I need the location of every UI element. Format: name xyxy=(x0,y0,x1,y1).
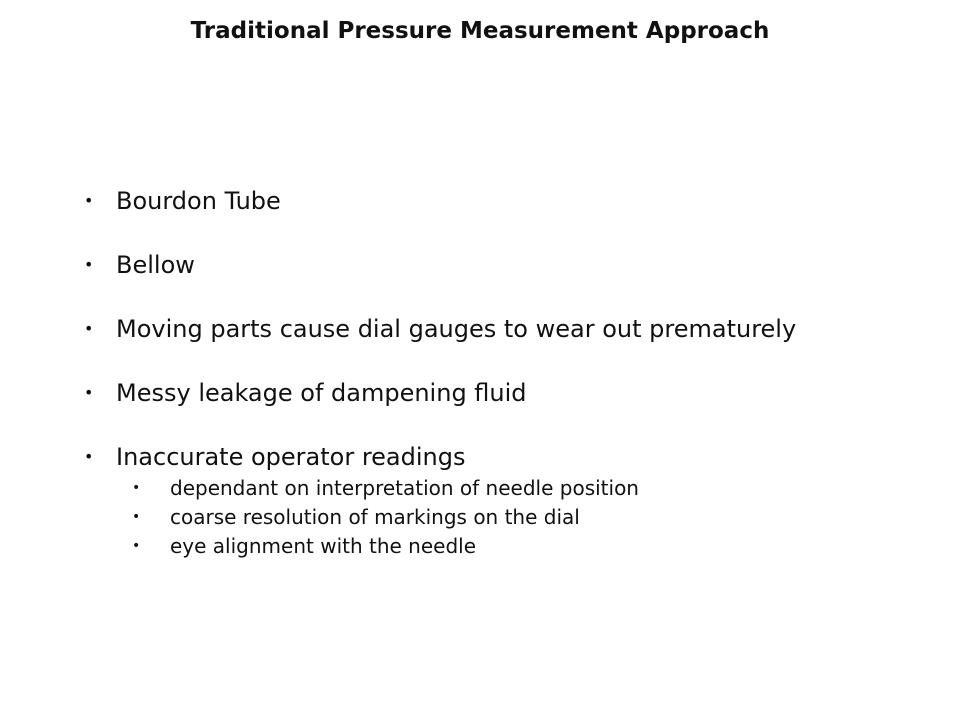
bullet-marker: • xyxy=(84,447,94,466)
sub-bullet-marker: • xyxy=(132,509,141,525)
bullet-text: Inaccurate operator readings xyxy=(116,443,466,471)
bullet-marker: • xyxy=(84,191,94,210)
bullet-item-messy-leakage xyxy=(84,376,944,440)
slide-title: Traditional Pressure Measurement Approach xyxy=(190,18,770,44)
sub-bullet-text: dependant on interpretation of needle position xyxy=(170,476,639,500)
bullet-text: Bellow xyxy=(116,251,195,279)
sub-bullet-item xyxy=(132,474,960,503)
bullet-text: Messy leakage of dampening fluid xyxy=(116,379,527,407)
bullet-text: Moving parts cause dial gauges to wear out prematurely xyxy=(116,315,797,343)
bullet-list xyxy=(84,184,944,561)
sub-bullet-text: eye alignment with the needle xyxy=(170,534,477,558)
bullet-text: Bourdon Tube xyxy=(116,187,281,215)
sub-bullet-marker: • xyxy=(132,538,141,554)
bullet-item-bourdon-tube xyxy=(84,184,944,248)
bullet-marker: • xyxy=(84,255,94,274)
bullet-item-inaccurate-readings xyxy=(84,440,944,561)
bullet-marker: • xyxy=(84,383,94,402)
sub-bullet-item xyxy=(132,532,960,561)
sub-bullet-marker: • xyxy=(132,480,141,496)
bullet-item-moving-parts xyxy=(84,312,944,376)
bullet-marker: • xyxy=(84,319,94,338)
bullet-item-bellow xyxy=(84,248,944,312)
sub-bullet-text: coarse resolution of markings on the dial xyxy=(170,505,580,529)
sub-bullet-list xyxy=(132,474,960,561)
sub-bullet-item xyxy=(132,503,960,532)
